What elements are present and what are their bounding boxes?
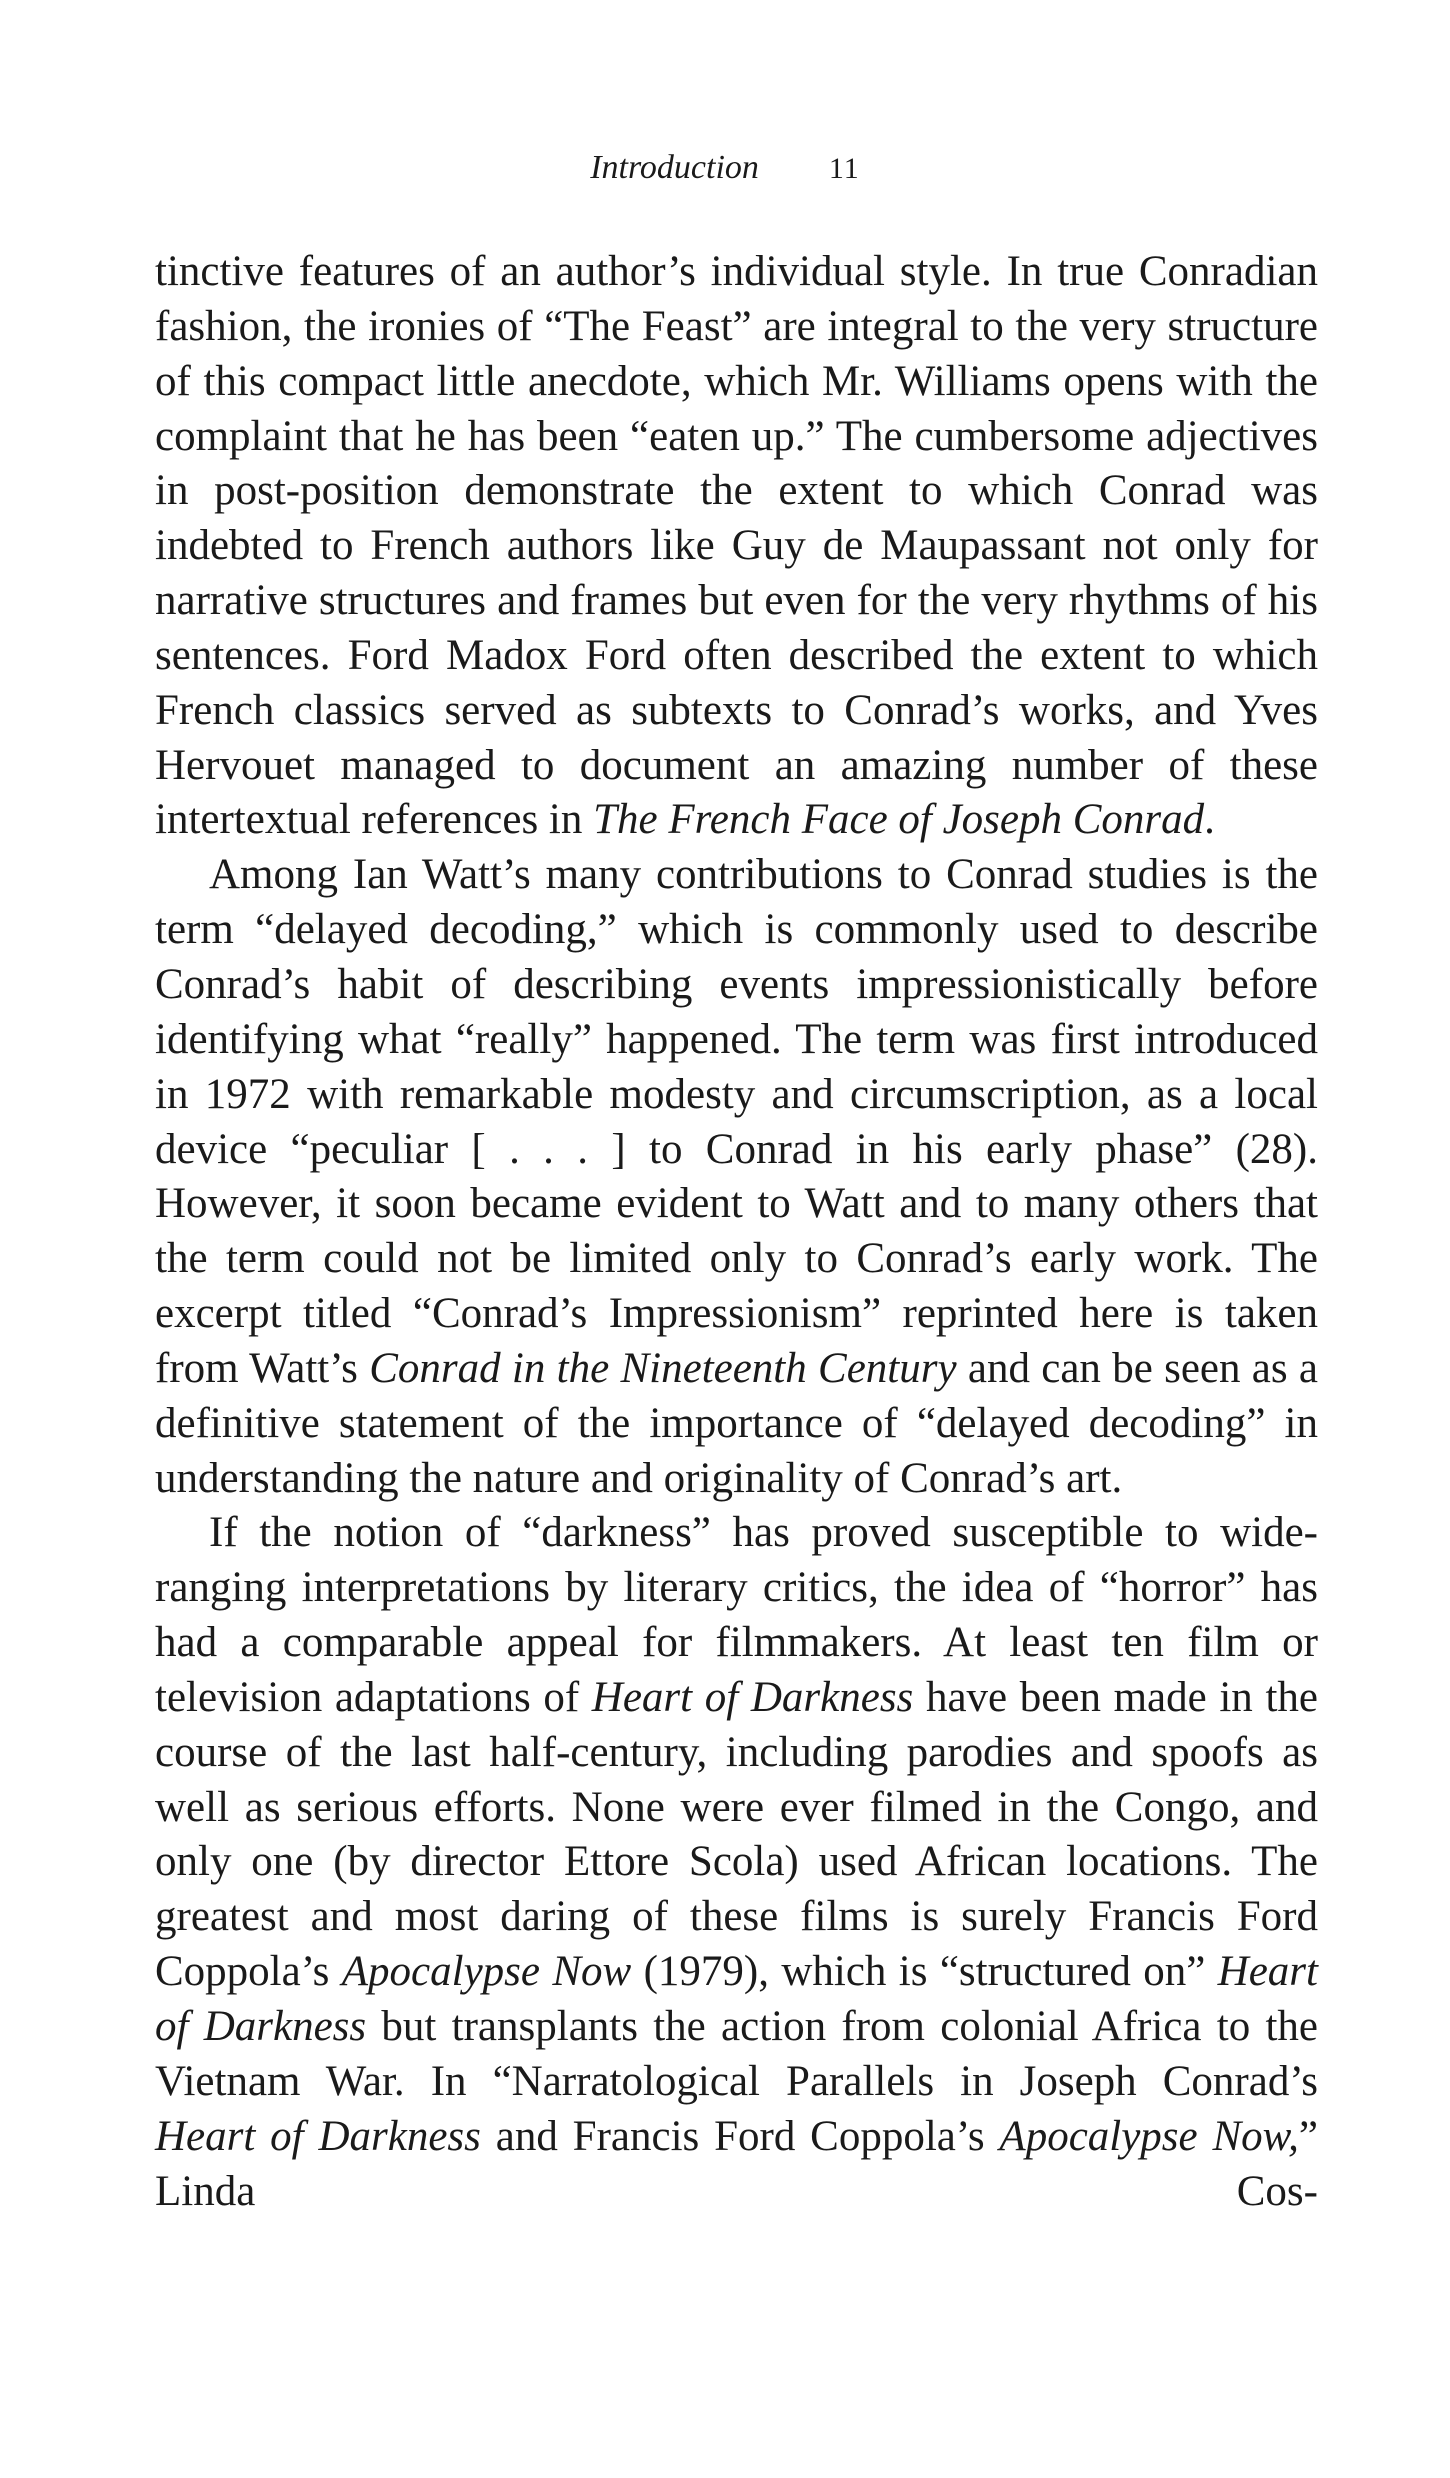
text-run: If the notion of “darkness” has proved susceptible to wide-ranging interpretations by literary critics, the idea of “horror” has had a comparable appeal for filmmakers. At least ten film or television adaptations of xyxy=(155,1509,1318,1721)
text-run: tinctive features of an author’s individual style. In true Conradian fashion, the ironies of “The Feast” are integral to the very structure of this compact little anecdote, which Mr. Williams opens with the complaint that he has been “eaten up.” The cumbersome adjectives in post-position demonstrate the extent to which Conrad was indebted to French authors like Guy de Maupassant not only for narrative structures and frames but even for the very rhythms of his sentences. Ford Madox Ford often described the extent to which French classics served as subtexts to Conrad’s works, and Yves Hervouet managed to document an amazing number of these intertextual references in xyxy=(155,248,1318,844)
italic-title: The French Face of Joseph Conrad xyxy=(593,796,1205,844)
running-head-title: Introduction xyxy=(590,149,759,186)
text-run: Among Ian Watt’s many contributions to Conrad studies is the term “delayed decoding,” which is commonly used to describe Conrad’s habit of describing events impressionistically before identifying what “really” happened. The term was first introduced in 1972 with remarkable modesty and circumscription, as a local device “peculiar [ . . . ] to Conrad in his early phase” (28). However, it soon became evident to Watt and to many others that the term could not be limited only to Conrad’s early work. The excerpt titled “Conrad’s Impressionism” reprinted here is taken from Watt’s xyxy=(155,851,1318,1392)
text-run: but transplants the action from colonial Africa to the Vietnam War. In “Narratological Parallels in Joseph Conrad’s xyxy=(155,2003,1318,2105)
paragraph-3 xyxy=(155,1506,1318,2219)
paragraph-1 xyxy=(155,245,1318,848)
text-run: (1979), which is “structured on” xyxy=(631,1948,1218,1996)
text-run: . xyxy=(1204,796,1215,844)
text-run: ” Linda Cos- xyxy=(155,2112,1318,2215)
text-run: and Francis Ford Coppola’s xyxy=(480,2112,1000,2160)
italic-title: Heart of Darkness xyxy=(155,1948,1318,2050)
italic-title: Apocalypse Now, xyxy=(999,2112,1299,2160)
italic-title: Conrad in the Nineteenth Century xyxy=(369,1344,957,1392)
italic-title: Heart of Darkness xyxy=(155,2112,481,2160)
italic-title: Apocalypse Now xyxy=(341,1948,632,1996)
paragraph-2 xyxy=(155,848,1318,1506)
text-run: have been made in the course of the last half-century, including parodies and spoofs as well as serious efforts. None were ever filmed in the Congo, and only one (by director Ettore Scola) used African locations. The greatest and most daring of these films is surely Francis Ford Coppola’s xyxy=(155,1673,1318,1996)
page-number: 11 xyxy=(828,152,860,185)
italic-title: Heart of Darkness xyxy=(591,1673,914,1721)
running-head xyxy=(0,148,1450,189)
text-run: and can be seen as a definitive statement of the importance of “delayed decoding” in understanding the nature and originality of Conrad’s art. xyxy=(155,1344,1318,1502)
body-text xyxy=(155,245,1318,2219)
